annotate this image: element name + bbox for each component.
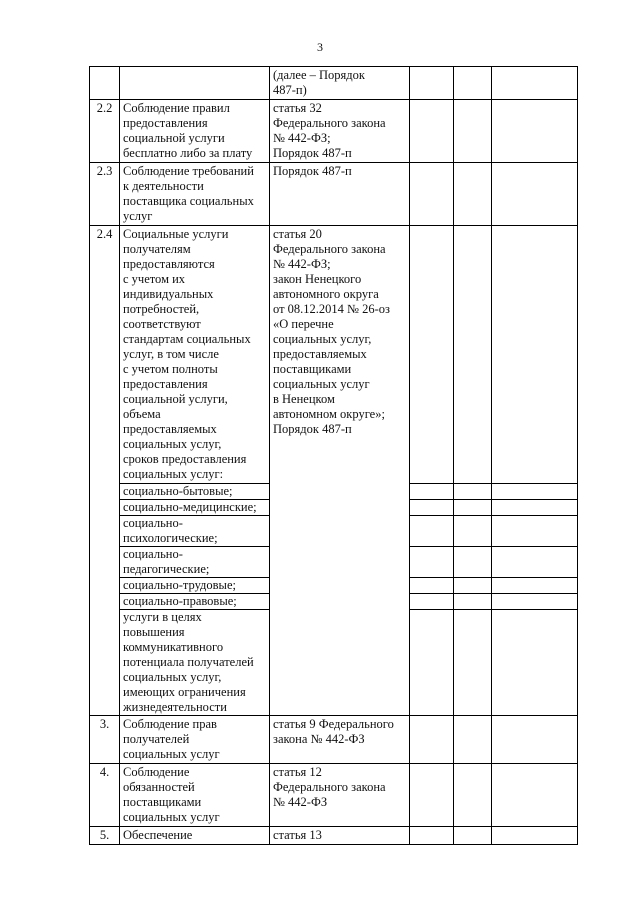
row-number bbox=[90, 67, 120, 100]
row-number: 2.3 bbox=[90, 163, 120, 226]
table-row bbox=[90, 827, 578, 845]
row-number: 5. bbox=[90, 827, 120, 845]
table-row bbox=[90, 226, 578, 484]
page-number: 3 bbox=[317, 40, 323, 54]
requirement-cell: Обеспечение bbox=[120, 827, 270, 845]
basis-cell: статья 9 Федерального закона № 442-ФЗ bbox=[270, 716, 410, 764]
row-number: 4. bbox=[90, 764, 120, 827]
requirement-cell: Соблюдение правил предоставления социальной услуги бесплатно либо за плату bbox=[120, 100, 270, 163]
requirement-cell: социально-правовые; bbox=[120, 594, 270, 610]
table-row bbox=[90, 764, 578, 827]
requirements-table bbox=[89, 66, 578, 845]
requirement-cell: Социальные услуги получателям предоставляются с учетом их индивидуальных потребностей, соответствуют стандартам социальных услуг, в том числе с учетом полноты предоставления социальной услуги, объема предоставляемых социальных услуг, сроков предоставления социальных услуг: bbox=[120, 226, 270, 484]
requirement-cell: услуги в целях повышения коммуникативного потенциала получателей социальных услуг, имеющих ограничения жизнедеятельности bbox=[120, 610, 270, 716]
table-row bbox=[90, 716, 578, 764]
basis-cell: статья 20 Федерального закона № 442-ФЗ; закон Ненецкого автономного округа от 08.12.2014 № 26-оз «О перечне социальных услуг, предоставляемых поставщиками социальных услуг в Ненецком автономном округе»; Порядок 487-п bbox=[270, 226, 410, 716]
requirement-cell: социально- педагогические; bbox=[120, 547, 270, 578]
table-row bbox=[90, 163, 578, 226]
requirement-cell: Соблюдение прав получателей социальных услуг bbox=[120, 716, 270, 764]
table-row bbox=[90, 67, 578, 100]
basis-cell: (далее – Порядок 487-п) bbox=[270, 67, 410, 100]
requirement-cell: социально-бытовые; bbox=[120, 484, 270, 500]
requirement-cell: Соблюдение требований к деятельности поставщика социальных услуг bbox=[120, 163, 270, 226]
basis-cell: статья 32 Федерального закона № 442-ФЗ; Порядок 487-п bbox=[270, 100, 410, 163]
requirement-cell: Соблюдение обязанностей поставщиками социальных услуг bbox=[120, 764, 270, 827]
table-row bbox=[90, 100, 578, 163]
requirement-cell: социально-трудовые; bbox=[120, 578, 270, 594]
basis-cell: статья 12 Федерального закона № 442-ФЗ bbox=[270, 764, 410, 827]
row-number: 2.4 bbox=[90, 226, 120, 716]
requirement-cell: социально-медицинские; bbox=[120, 500, 270, 516]
row-number: 2.2 bbox=[90, 100, 120, 163]
basis-cell: Порядок 487-п bbox=[270, 163, 410, 226]
requirement-cell bbox=[120, 67, 270, 100]
row-number: 3. bbox=[90, 716, 120, 764]
requirement-cell: социально- психологические; bbox=[120, 516, 270, 547]
basis-cell: статья 13 bbox=[270, 827, 410, 845]
